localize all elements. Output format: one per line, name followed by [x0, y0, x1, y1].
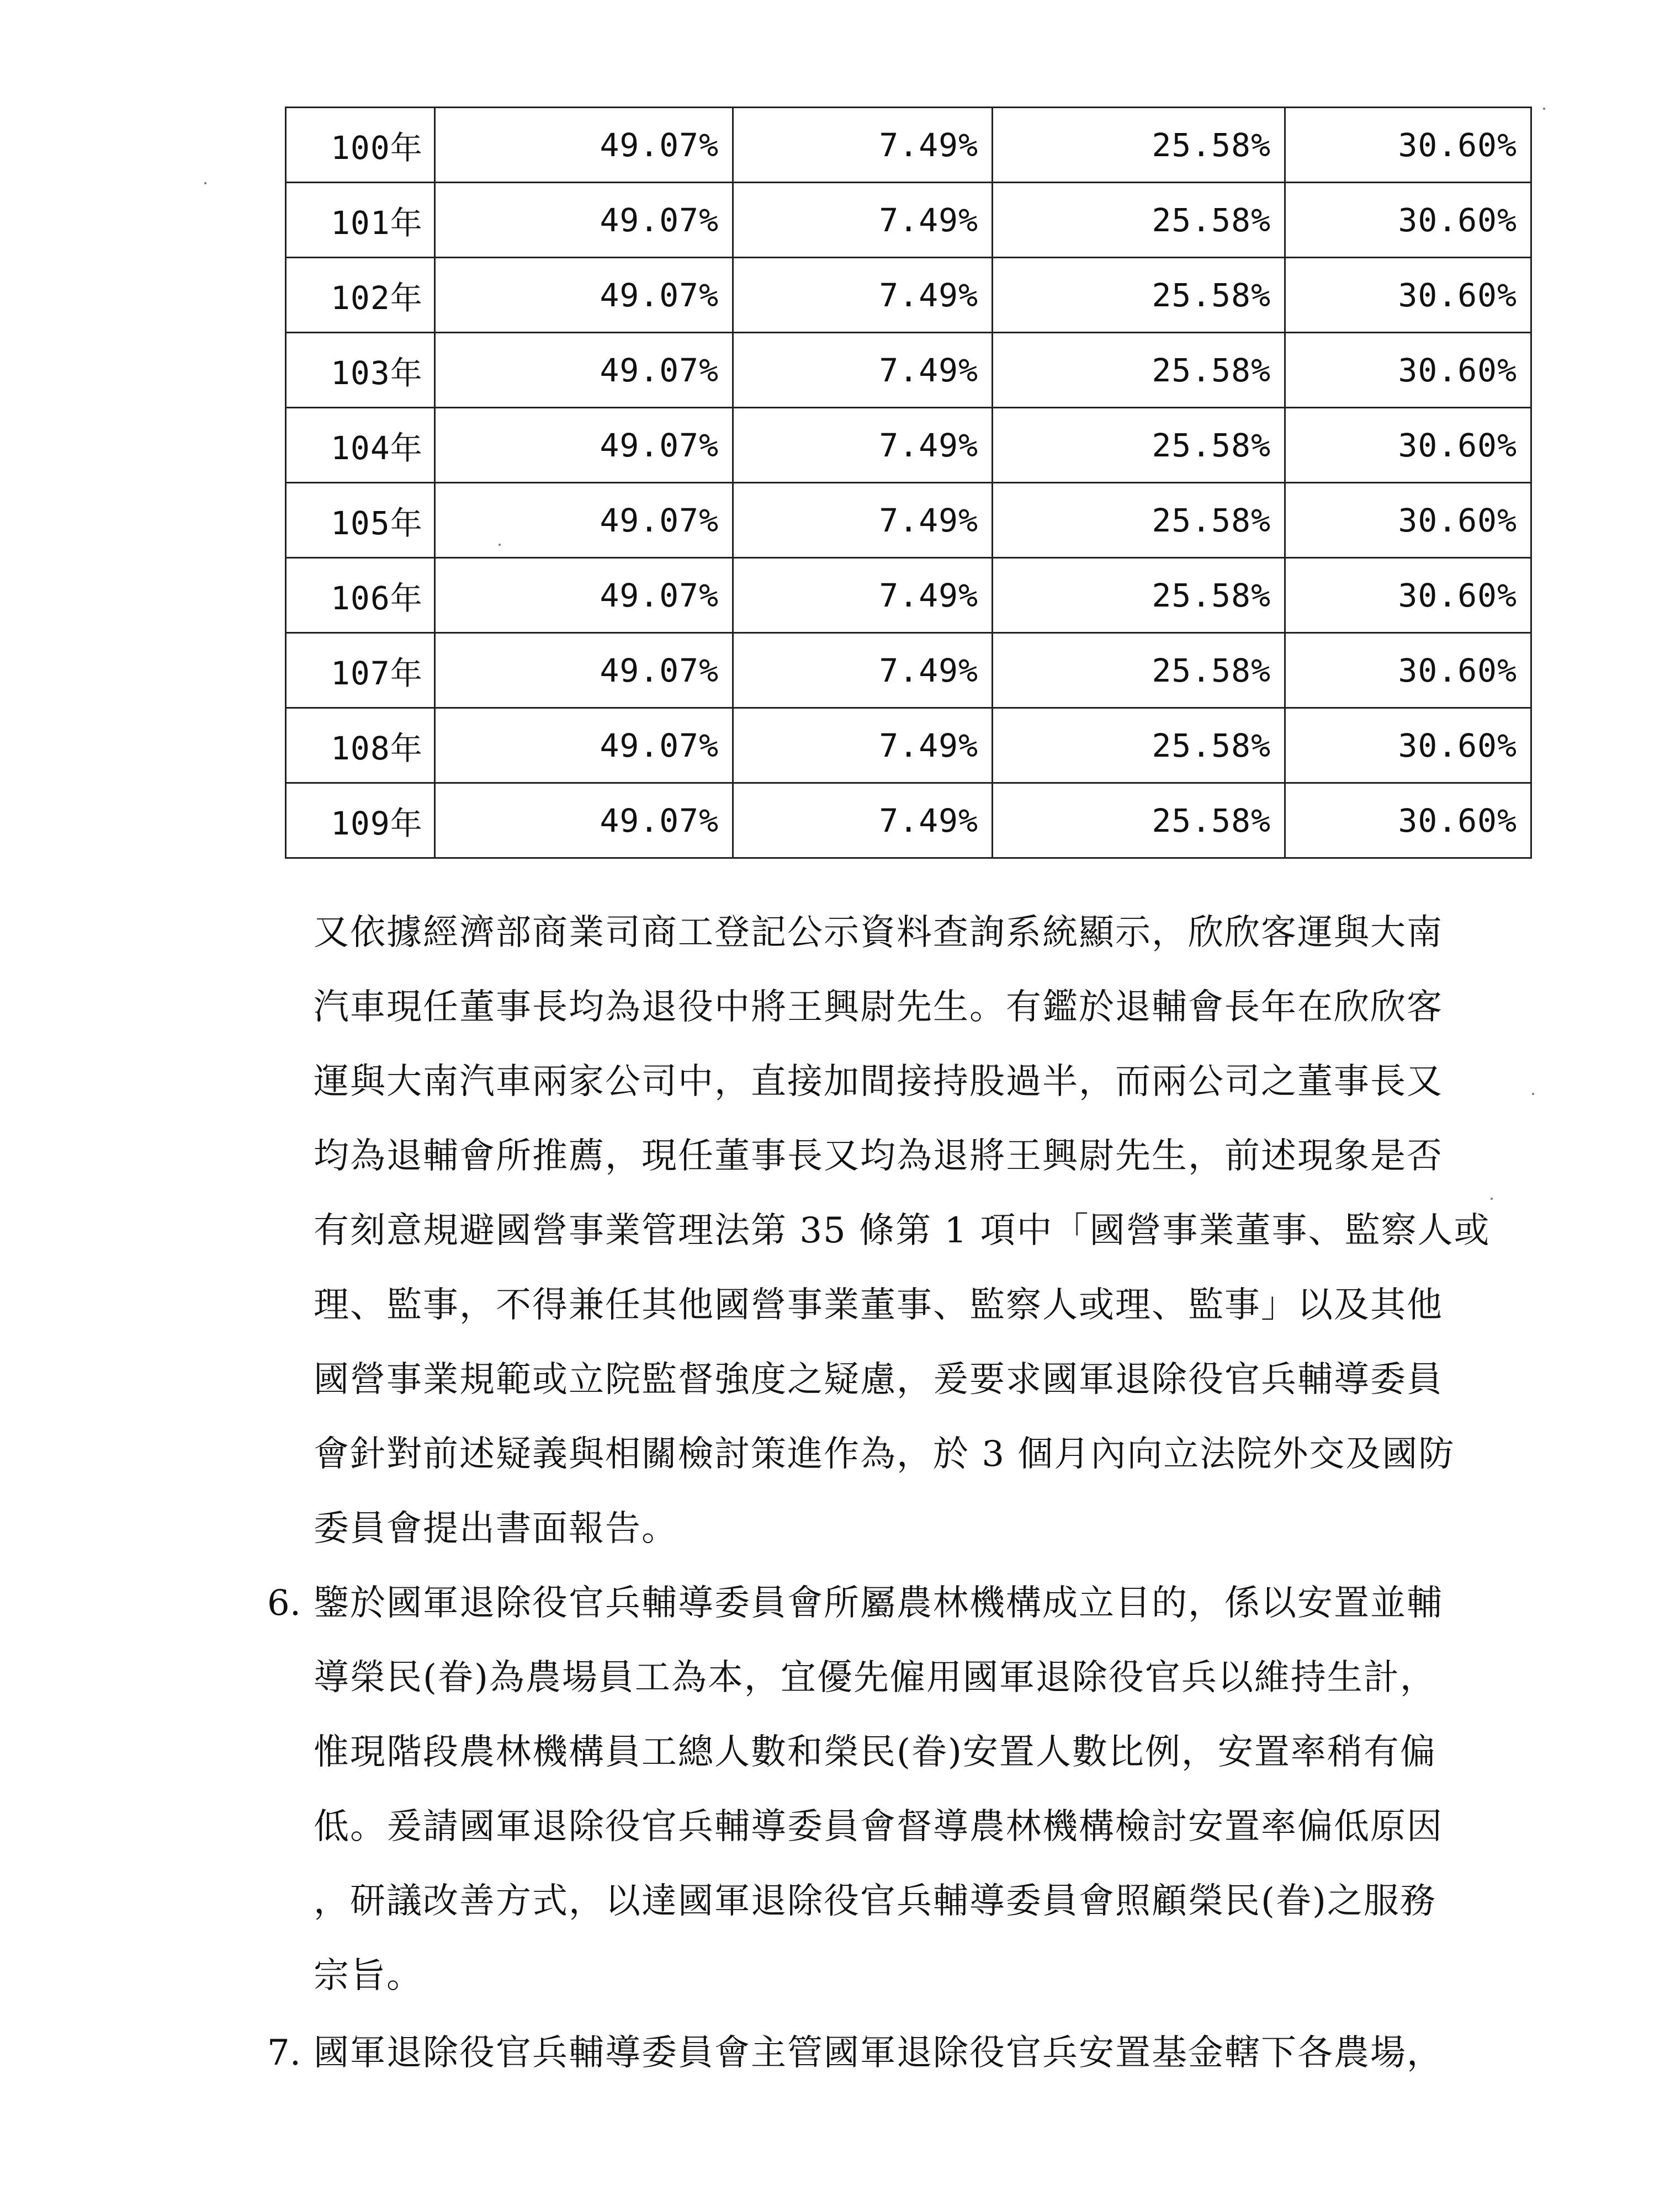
value-cell-3: 25.58% — [993, 783, 1285, 858]
value-cell-4: 30.60% — [1285, 783, 1531, 858]
scan-speck — [1491, 1198, 1493, 1200]
paragraph-line: 鑒於國軍退除役官兵輔導委員會所屬農林機構成立目的，係以安置並輔 — [314, 1583, 1443, 1624]
paragraph-line: 國軍退除役官兵輔導委員會主管國軍退除役官兵安置基金轄下各農場， — [314, 2033, 1443, 2073]
value-cell-4: 30.60% — [1285, 408, 1531, 483]
year-cell: 103年 — [286, 333, 435, 408]
table-row — [286, 633, 1531, 708]
value-cell-3: 25.58% — [993, 408, 1285, 483]
table-row — [286, 333, 1531, 408]
value-cell-4: 30.60% — [1285, 258, 1531, 333]
table-row — [286, 708, 1531, 783]
value-cell-2: 7.49% — [733, 558, 993, 633]
value-cell-1: 49.07% — [435, 108, 733, 183]
value-cell-3: 25.58% — [993, 108, 1285, 183]
scan-speck — [1543, 108, 1545, 110]
paragraph-line: 汽車現任董事長均為退役中將王興尉先生。有鑑於退輔會長年在欣欣客 — [314, 987, 1443, 1028]
value-cell-3: 25.58% — [993, 558, 1285, 633]
year-cell: 108年 — [286, 708, 435, 783]
value-cell-1: 49.07% — [435, 708, 733, 783]
value-cell-1: 49.07% — [435, 783, 733, 858]
value-cell-2: 7.49% — [733, 108, 993, 183]
paragraph-line: ，研議改善方式，以達國軍退除役官兵輔導委員會照顧榮民(眷)之服務 — [314, 1881, 1436, 1922]
value-cell-4: 30.60% — [1285, 183, 1531, 258]
value-cell-1: 49.07% — [435, 183, 733, 258]
value-cell-1: 49.07% — [435, 483, 733, 558]
value-cell-2: 7.49% — [733, 483, 993, 558]
paragraph-line: 有刻意規避國營事業管理法第 35 條第 1 項中「國營事業董事、監察人或 — [314, 1210, 1491, 1251]
table-row — [286, 783, 1531, 858]
value-cell-2: 7.49% — [733, 783, 993, 858]
value-cell-3: 25.58% — [993, 483, 1285, 558]
paragraph-line: 委員會提出書面報告。 — [314, 1508, 678, 1549]
item-number: 7. — [267, 2033, 301, 2073]
year-cell: 105年 — [286, 483, 435, 558]
table-row — [286, 483, 1531, 558]
value-cell-3: 25.58% — [993, 333, 1285, 408]
value-cell-3: 25.58% — [993, 183, 1285, 258]
year-cell: 107年 — [286, 633, 435, 708]
value-cell-2: 7.49% — [733, 408, 993, 483]
paragraph-line: 理、監事，不得兼任其他國營事業董事、監察人或理、監事」以及其他 — [314, 1285, 1443, 1326]
value-cell-3: 25.58% — [993, 258, 1285, 333]
value-cell-4: 30.60% — [1285, 708, 1531, 783]
value-cell-1: 49.07% — [435, 633, 733, 708]
value-cell-2: 7.49% — [733, 258, 993, 333]
value-cell-3: 25.58% — [993, 708, 1285, 783]
value-cell-4: 30.60% — [1285, 558, 1531, 633]
paragraph-line: 運與大南汽車兩家公司中，直接加間接持股過半，而兩公司之董事長又 — [314, 1061, 1443, 1102]
table-row — [286, 558, 1531, 633]
table-row — [286, 258, 1531, 333]
item-number: 6. — [267, 1583, 301, 1624]
year-cell: 106年 — [286, 558, 435, 633]
value-cell-3: 25.58% — [993, 633, 1285, 708]
percentage-table — [285, 107, 1532, 859]
value-cell-1: 49.07% — [435, 408, 733, 483]
value-cell-4: 30.60% — [1285, 333, 1531, 408]
value-cell-2: 7.49% — [733, 633, 993, 708]
value-cell-4: 30.60% — [1285, 108, 1531, 183]
value-cell-1: 49.07% — [435, 558, 733, 633]
year-cell: 100年 — [286, 108, 435, 183]
paragraph-line: 宗旨。 — [314, 1955, 423, 1996]
paragraph-line: 低。爰請國軍退除役官兵輔導委員會督導農林機構檢討安置率偏低原因 — [314, 1806, 1443, 1847]
value-cell-2: 7.49% — [733, 333, 993, 408]
table-row — [286, 183, 1531, 258]
table-row — [286, 108, 1531, 183]
scan-speck — [204, 182, 206, 184]
value-cell-4: 30.60% — [1285, 633, 1531, 708]
year-cell: 104年 — [286, 408, 435, 483]
table-row — [286, 408, 1531, 483]
value-cell-2: 7.49% — [733, 708, 993, 783]
year-cell: 109年 — [286, 783, 435, 858]
year-cell: 102年 — [286, 258, 435, 333]
paragraph-line: 國營事業規範或立院監督強度之疑慮，爰要求國軍退除役官兵輔導委員 — [314, 1359, 1443, 1400]
paragraph-line: 會針對前述疑義與相關檢討策進作為，於 3 個月內向立法院外交及國防 — [314, 1434, 1455, 1475]
paragraph-line: 均為退輔會所推薦，現任董事長又均為退將王興尉先生，前述現象是否 — [314, 1136, 1443, 1177]
year-cell: 101年 — [286, 183, 435, 258]
value-cell-2: 7.49% — [733, 183, 993, 258]
paragraph-line: 惟現階段農林機構員工總人數和榮民(眷)安置人數比例，安置率稍有偏 — [314, 1732, 1436, 1773]
paragraph-line: 又依據經濟部商業司商工登記公示資料查詢系統顯示，欣欣客運與大南 — [314, 912, 1443, 953]
value-cell-4: 30.60% — [1285, 483, 1531, 558]
value-cell-1: 49.07% — [435, 258, 733, 333]
paragraph-line: 導榮民(眷)為農場員工為本，宜優先僱用國軍退除役官兵以維持生計， — [314, 1657, 1436, 1698]
scan-speck — [1532, 1093, 1534, 1095]
value-cell-1: 49.07% — [435, 333, 733, 408]
